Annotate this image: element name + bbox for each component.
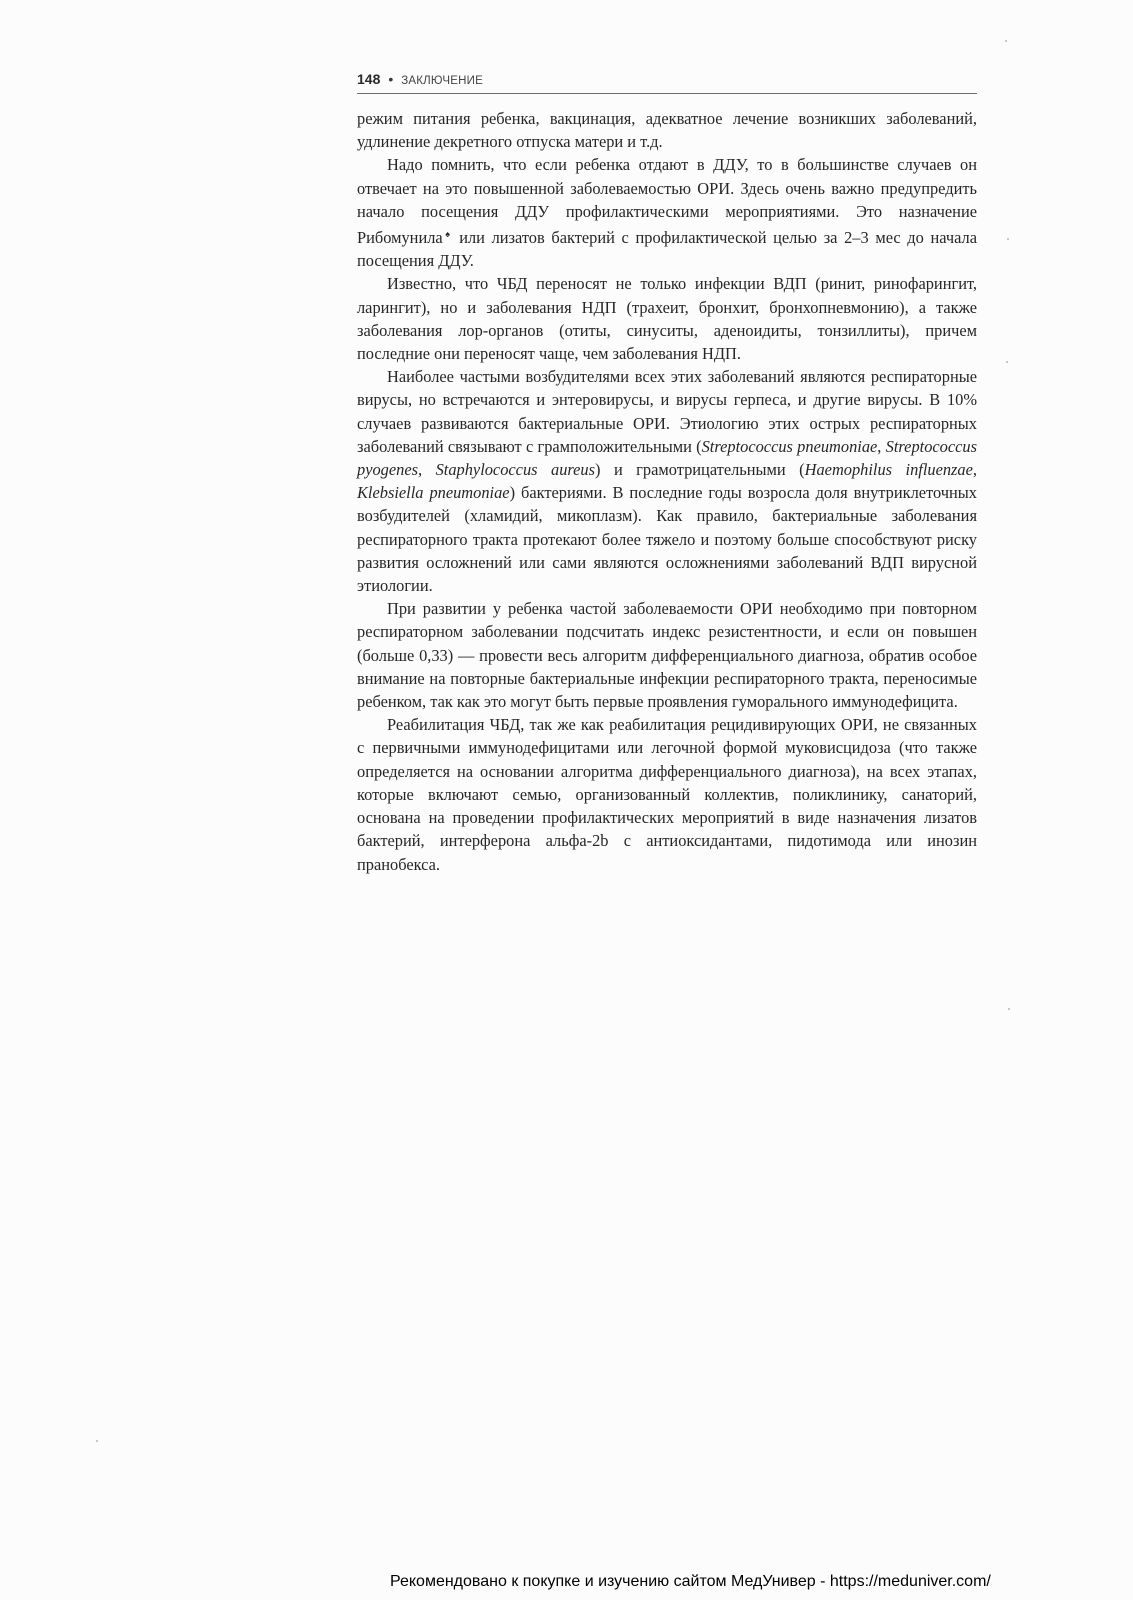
paragraph xyxy=(357,713,977,875)
paragraph xyxy=(357,272,977,365)
text-run: Наиболее частыми возбудителями всех этих заболеваний являются респираторные вирусы, но встречаются и энтеровирусы, и вирусы герпеса, и другие вирусы. В 10% случаев развиваются бактериальные ОРИ. Этиологию этих острых респираторных заболеваний связывают с грамположительными ( xyxy=(357,367,977,456)
latin-species-name: Haemophilus influenzae xyxy=(804,460,973,480)
text-run: , xyxy=(877,436,886,456)
text-run: Известно, что ЧБД переносят не только инфекции ВДП (ринит, ринофарингит, ларингит), но и заболевания НДП (трахеит, бронхит, бронхопневмонию), а также заболевания лор-органов (отиты, синуситы, аденоидиты, тонзиллиты), причем последние они переносят чаще, чем заболевания НДП. xyxy=(357,274,977,364)
latin-species-name: Klebsiella pneumoniae xyxy=(357,483,510,503)
scan-speck xyxy=(96,1440,98,1442)
trademark-mark: ♠ xyxy=(442,229,453,240)
text-run: или лизатов бактерий с профилактической целью за 2–3 мес до начала посещения ДДУ. xyxy=(357,228,977,271)
running-header xyxy=(357,71,977,94)
text-run: ) бактериями. В последние годы возросла доля внутриклеточных возбудителей (хламидий, микоплазм). Как правило, бактериальные заболевания респираторного тракта протекают более тяжело и поэтому больше способствуют риску развития осложнений или сами являются осложнениями заболеваний ВДП вирусной этиологии. xyxy=(357,483,977,596)
latin-species-name: Streptococcus pneumoniae xyxy=(701,436,878,456)
text-run: ) и грамотрицательными ( xyxy=(595,460,805,480)
header-bullet: • xyxy=(388,71,394,87)
text-run: Реабилитация ЧБД, так же как реабилитация рецидивирующих ОРИ, не связанных с первичными иммунодефицитами или легочной формой муковисцидоза (что также определяется на основании алгоритма дифференциального диагноза), на всех этапах, которые включают семью, организованный коллектив, поликлинику, санаторий, основана на проведении профилактических мероприятий в виде назначения лизатов бактерий, интерферона альфа-2b с антиоксидантами, пидотимода или инозин пранобекса. xyxy=(357,715,977,874)
scan-speck xyxy=(1005,40,1007,42)
latin-species-name: Streptococcus pyogenes xyxy=(357,436,977,480)
text-run: , xyxy=(972,460,978,480)
body-text xyxy=(357,107,977,876)
text-run: режим питания ребенка, вакцинация, адекватное лечение возникших заболеваний, удлинение декретного отпуска матери и т.д. xyxy=(357,109,977,152)
scan-speck xyxy=(1007,238,1009,240)
paragraph xyxy=(357,597,977,713)
text-run: Надо помнить, что если ребенка отдают в ДДУ, то в большинстве случаев он отвечает на это повышенной заболеваемостью ОРИ. Здесь очень важно предупредить начало посещения ДДУ профилактическими мероприятиями. Это назначение Рибомунила xyxy=(357,155,977,248)
scan-speck xyxy=(1008,1008,1010,1010)
footer-recommendation: Рекомендовано к покупке и изучению сайтом МедУнивер - https://meduniver.com/ xyxy=(390,1573,991,1590)
paragraph xyxy=(357,365,977,597)
paragraph xyxy=(357,107,977,153)
text-run: При развитии у ребенка частой заболеваемости ОРИ необходимо при повторном респираторном заболевании подсчитать индекс резистентности, и если он повышен (больше 0,33) — провести весь алгоритм дифференциального диагноза, обратив особое внимание на повторные бактериальные инфекции респираторного тракта, переносимые ребенком, так как это могут быть первые проявления гуморального иммунодефицита. xyxy=(357,599,977,712)
scan-speck xyxy=(1006,361,1008,363)
page-number: 148 xyxy=(357,71,381,87)
latin-species-name: Staphylococcus aureus xyxy=(435,460,596,480)
text-run: , xyxy=(418,460,436,480)
section-title: ЗАКЛЮЧЕНИЕ xyxy=(401,75,483,87)
paragraph xyxy=(357,153,977,272)
